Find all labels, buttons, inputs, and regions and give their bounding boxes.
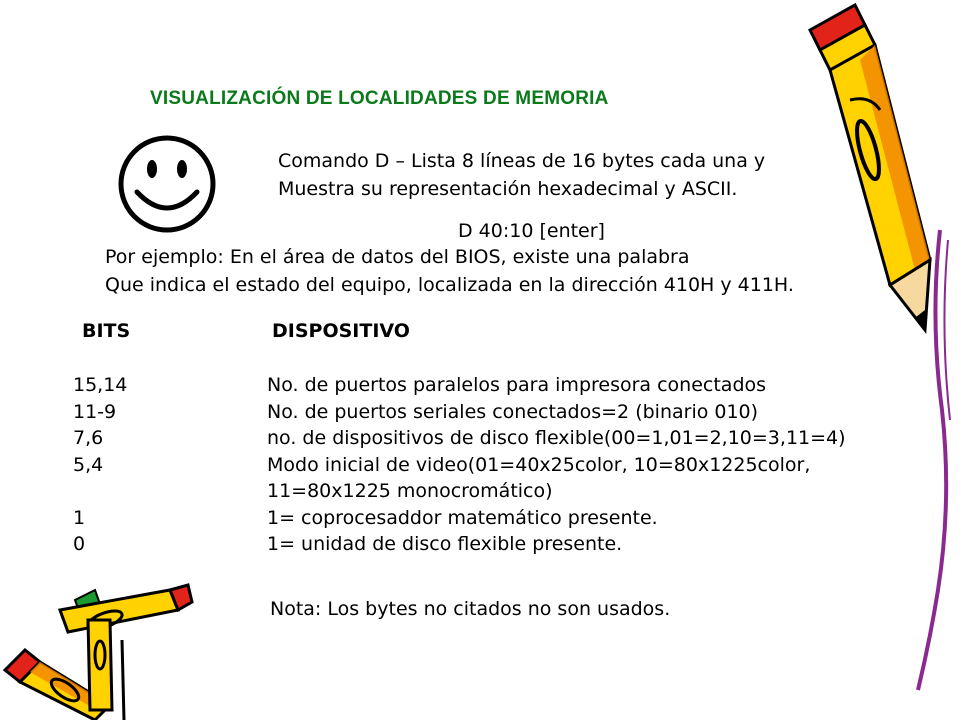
pencils-left-icon [0,580,200,720]
device-cell: No. de puertos seriales conectados=2 (binario 010) [267,400,759,423]
bits-cell: 7,6 [73,427,104,449]
bits-cell: 11-9 [73,400,117,423]
example-line-1: Por ejemplo: En el área de datos del BIOS, existe una palabra [105,246,690,268]
bits-cell: 5,4 [73,453,104,476]
command-text: D 40:10 [enter] [458,220,605,242]
device-cell: 1= coprocesaddor matemático presente. [267,506,658,529]
pencil-right-icon [790,0,960,700]
device-cell: No. de puertos paralelos para impresora conectados [267,374,767,396]
bits-cell: 15,14 [73,374,128,396]
bits-cell: 1 [73,506,86,529]
intro-line-1: Comando D – Lista 8 líneas de 16 bytes cada una y [278,150,766,172]
header-device: DISPOSITIVO [272,320,410,342]
bits-cell: 0 [73,533,86,555]
note-text: Nota: Los bytes no citados no son usados. [270,598,671,620]
device-cell: no. de dispositivos de disco flexible(00=1,01=2,10=3,11=4) [267,427,846,449]
device-cell: 11=80x1225 monocromático) [267,480,553,502]
intro-line-2: Muestra su representación hexadecimal y ASCII. [278,178,738,200]
device-cell: 1= unidad de disco flexible presente. [267,533,623,555]
slide-title: VISUALIZACIÓN DE LOCALIDADES DE MEMORIA [150,88,609,109]
smiley-icon [112,134,222,234]
header-bits: BITS [82,320,131,342]
example-line-2: Que indica el estado del equipo, localizada en la dirección 410H y 411H. [105,274,794,296]
device-cell: Modo inicial de video(01=40x25color, 10=80x1225color, [267,453,811,476]
